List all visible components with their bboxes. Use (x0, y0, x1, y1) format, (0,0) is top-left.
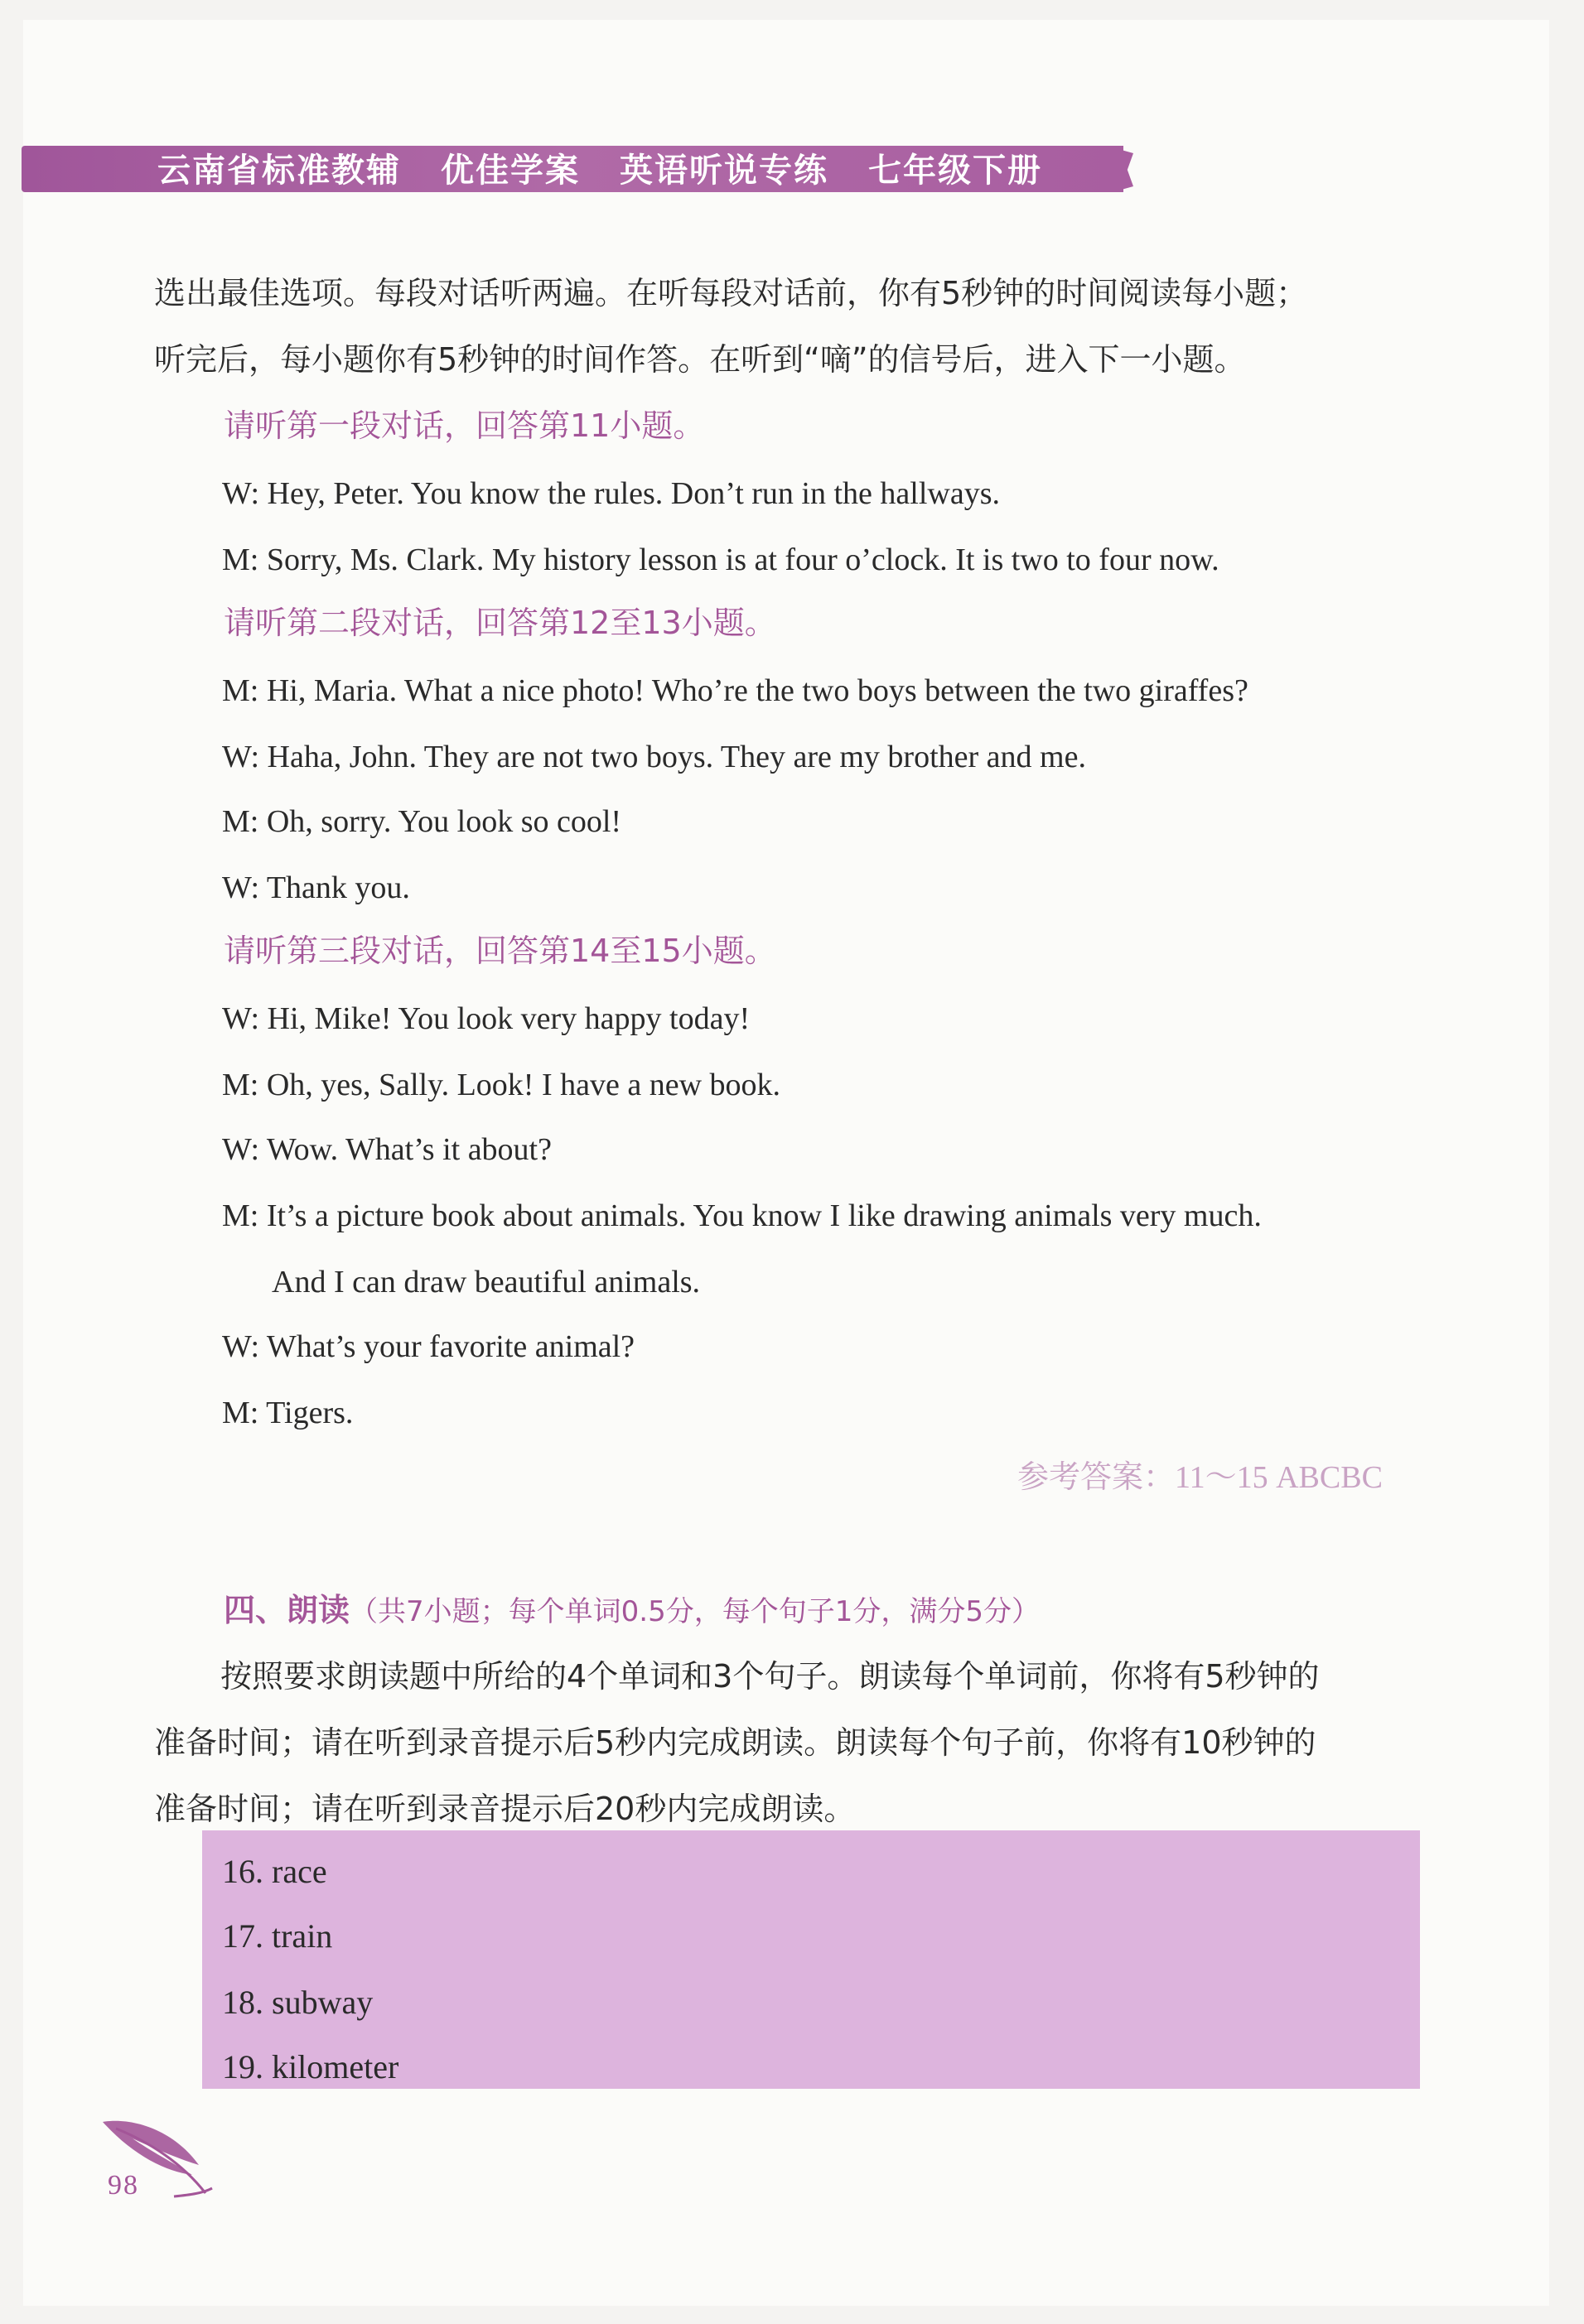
dialogue-1-heading: 请听第一段对话，回答第11小题。 (224, 407, 705, 444)
dialogue-3-line-3: W: Wow. What’s it about? (222, 1132, 552, 1167)
word-item-18: 18. subway (222, 1984, 374, 2021)
header-series: 云南省标准教辅 (157, 152, 401, 190)
dialogue-2-line-4: W: Thank you. (222, 870, 410, 905)
intro-line-2: 听完后，每小题你有5秒钟的时间作答。在听到“嘀”的信号后，进入下一小题。 (154, 341, 1246, 378)
dialogue-1-line-1: W: Hey, Peter. You know the rules. Don’t run in the hallways. (222, 476, 1000, 511)
dialogue-2-heading: 请听第二段对话，回答第12至13小题。 (224, 605, 776, 641)
section-4-instruction-1: 按照要求朗读题中所给的4个单词和3个句子。朗读每个单词前，你将有5秒钟的 (220, 1658, 1320, 1695)
dialogue-3-line-1: W: Hi, Mike! You look very happy today! (222, 1001, 751, 1036)
dialogue-1-line-2: M: Sorry, Ms. Clark. My history lesson is at four o’clock. It is two to four now. (222, 542, 1219, 577)
page-number: 98 (108, 2170, 139, 2201)
section-4-instruction-2: 准备时间；请在听到录音提示后5秒内完成朗读。朗读每个句子前，你将有10秒钟的 (154, 1724, 1316, 1761)
dialogue-3-line-5: And I can draw beautiful animals. (272, 1265, 701, 1299)
dialogue-3-line-2: M: Oh, yes, Sally. Look! I have a new book. (222, 1068, 781, 1102)
dialogue-3-heading: 请听第三段对话，回答第14至15小题。 (224, 933, 776, 969)
dialogue-3-line-7: M: Tigers. (222, 1396, 354, 1430)
answer-key: 参考答案：11～15 ABCBC (1017, 1460, 1383, 1495)
header-title (157, 147, 1082, 194)
section-4-subtitle: （共7小题；每个单词0.5分，每个句子1分，满分5分） (350, 1595, 1040, 1628)
header-brand: 优佳学案 (441, 152, 580, 190)
dialogue-2-line-3: M: Oh, sorry. You look so cool! (222, 804, 622, 839)
word-item-17: 17. train (222, 1917, 333, 1955)
dialogue-2-line-1: M: Hi, Maria. What a nice photo! Who’re the two boys between the two giraffes? (222, 673, 1248, 708)
word-item-19: 19. kilometer (222, 2048, 399, 2085)
header-grade: 七年级下册 (868, 152, 1042, 190)
dialogue-3-line-6: W: What’s your favorite animal? (222, 1329, 635, 1364)
header-subject: 英语听说专练 (620, 152, 828, 190)
section-4-title: 四、朗读 (224, 1592, 350, 1628)
dialogue-2-line-2: W: Haha, John. They are not two boys. They are my brother and me. (222, 740, 1086, 774)
word-list-box (202, 1830, 1420, 2089)
section-4-heading (224, 1590, 1040, 1632)
dialogue-3-line-4: M: It’s a picture book about animals. You know I like drawing animals very much. (222, 1198, 1262, 1233)
section-4-instruction-3: 准备时间；请在听到录音提示后20秒内完成朗读。 (154, 1791, 856, 1827)
intro-line-1: 选出最佳选项。每段对话听两遍。在听每段对话前，你有5秒钟的时间阅读每小题； (154, 275, 1308, 311)
word-item-16: 16. race (222, 1853, 327, 1890)
